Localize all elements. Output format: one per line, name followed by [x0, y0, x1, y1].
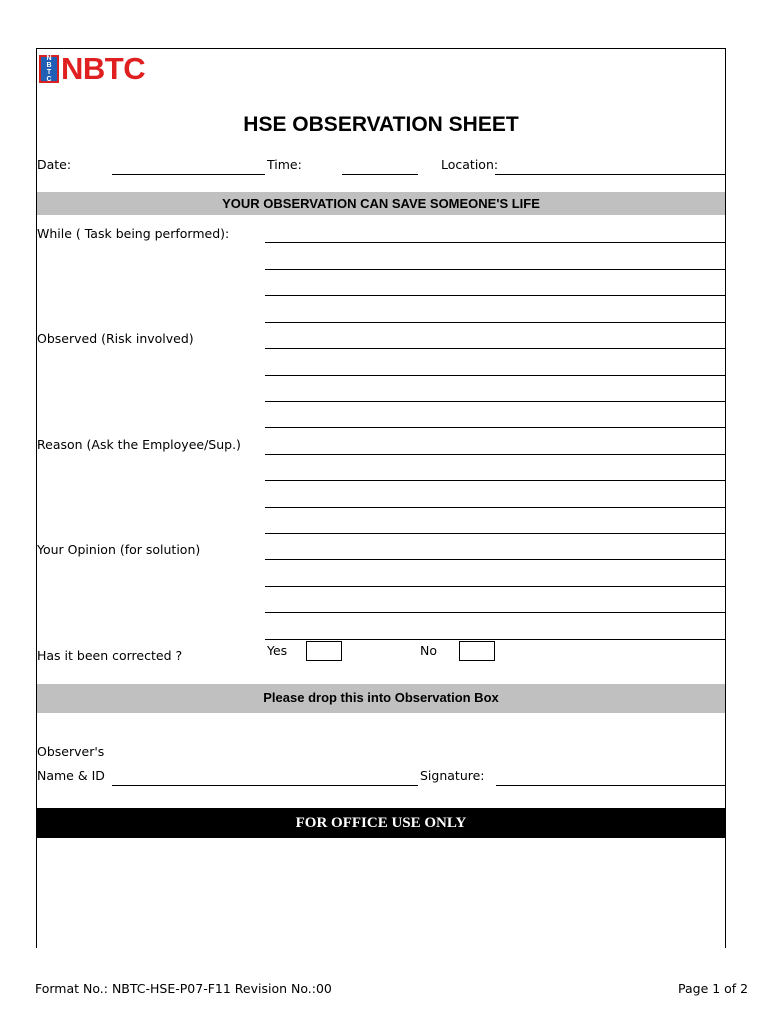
writing-line[interactable]: [265, 480, 725, 481]
writing-line[interactable]: [265, 454, 725, 455]
office-use-banner: FOR OFFICE USE ONLY: [37, 808, 725, 838]
writing-line[interactable]: [265, 269, 725, 270]
writing-line[interactable]: [265, 401, 725, 402]
opinion-label: Your Opinion (for solution): [37, 542, 201, 557]
location-field[interactable]: [495, 174, 725, 175]
yes-label: Yes: [267, 643, 288, 658]
observation-banner: YOUR OBSERVATION CAN SAVE SOMEONE'S LIFE: [37, 192, 725, 215]
writing-line[interactable]: [265, 559, 725, 560]
writing-line[interactable]: [265, 242, 725, 243]
writing-line[interactable]: [265, 427, 725, 428]
writing-line[interactable]: [265, 507, 725, 508]
location-label: Location:: [441, 157, 499, 172]
logo-text: NBTC: [61, 51, 146, 86]
observed-label: Observed (Risk involved): [37, 331, 194, 346]
logo-mark-icon: N B T C: [39, 55, 59, 83]
drop-box-banner: Please drop this into Observation Box: [37, 684, 725, 713]
writing-line[interactable]: [265, 295, 725, 296]
date-label: Date:: [37, 157, 72, 172]
no-label: No: [420, 643, 437, 658]
writing-line[interactable]: [265, 322, 725, 323]
writing-line[interactable]: [265, 612, 725, 613]
writing-line[interactable]: [265, 348, 725, 349]
name-id-label: Name & ID: [37, 768, 105, 783]
no-checkbox[interactable]: [459, 641, 495, 661]
time-label: Time:: [267, 157, 302, 172]
format-number: Format No.: NBTC-HSE-P07-F11 Revision No.:00: [35, 981, 332, 996]
page-number: Page 1 of 2: [678, 981, 749, 996]
writing-line[interactable]: [265, 586, 725, 587]
page-title: HSE OBSERVATION SHEET: [243, 113, 519, 136]
name-id-field[interactable]: [112, 785, 418, 786]
signature-field[interactable]: [496, 785, 725, 786]
writing-line[interactable]: [265, 639, 725, 640]
time-field[interactable]: [342, 174, 418, 175]
nbtc-logo: [39, 51, 146, 86]
date-field[interactable]: [112, 174, 265, 175]
yes-checkbox[interactable]: [306, 641, 342, 661]
writing-line[interactable]: [265, 533, 725, 534]
while-label: While ( Task being performed):: [37, 226, 230, 241]
signature-label: Signature:: [420, 768, 485, 783]
reason-label: Reason (Ask the Employee/Sup.): [37, 437, 241, 452]
observer-label: Observer's: [37, 744, 105, 759]
writing-line[interactable]: [265, 375, 725, 376]
corrected-question: Has it been corrected ?: [37, 648, 183, 663]
